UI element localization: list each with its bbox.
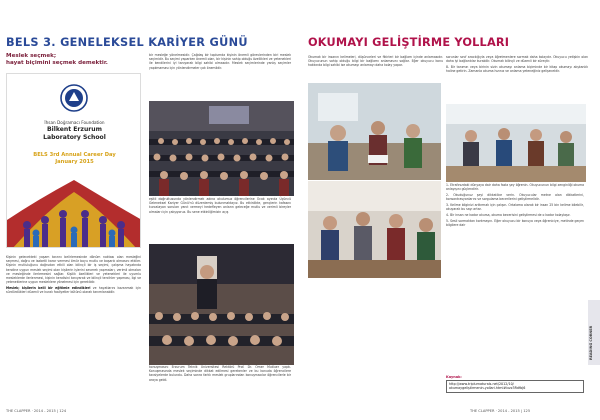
sources-label: Kaynak: [446,375,462,379]
left-colA-rest: ve hayatlarını kazanmak için sürdürdükleri düzenli ve kuralı faaliyetler bütünü olarak tanımlanabilir. [6,286,141,295]
right-column-1-text [308,55,443,69]
left-column-a-text [6,255,141,296]
poster-school-line-1: Bilkent Erzurum [47,126,102,133]
left-colB-paragraph: konuşmasını Erzurum Teknik Üniversitesi Rektörü Prof. Dr. Ömer Mutluer yaptı. Konuşmasında meslek seçiminde dikkat edilmesi gerekenler ve bu konuda öğrencilere tavsiyelerde bulundu. Daha sonra farklı meslek gruplarından konuşmacılar öğrencilerle bir araya geldi. [149,365,291,382]
right-item-8: 8- Bir tanımın veya birinin sizin okumayı anlama biçiminde bir kitap okumayı alışkanlık haline getirin. Zamanla okuma hızınız ve anlama yeteneğiniz gelişecektir. [446,65,588,74]
career-day-poster [6,73,141,248]
poster-event: BELS 3rd Annual Career Day [33,152,116,158]
poster-people-illustration [7,170,141,248]
poster-school-line-2: Laboratory School [43,134,106,141]
reading-classroom-photo-image [308,83,441,180]
reading-classroom-photo [308,83,441,180]
subtitle-line-2: hayat biçimini seçmek demektir. [6,60,108,66]
subtitle-line-1: Meslek seçmek; [6,53,57,59]
right-col1-paragraph: Okumak bir insanın kelimeleri, düşünceleri ve fikirleri bir bağlam içinde anlamasıdır. Okuyucunun sahip olduğu bilgi bir bağlamı anlamasını sağlar. Eğer okuyucu konu hakkında bilgi sahibi ise okumayı anlamayı daha kolay yapar. [308,55,443,68]
right-article-title: OKUMAYI GELİŞTİRME YOLLARI [308,36,510,49]
side-tab-label: READING CORNER [589,325,593,360]
students-reading-photo-image [308,181,441,278]
speaker-photo-image [149,244,294,365]
left-column-mid-text [149,53,291,71]
right-tip-3: 3- Kelime bilginizi arttırmak için çalışın. Ortalama olarak bir insan 25 bin kelime bilebilir, okuyarak bu sayı artar. [446,203,584,212]
poster-date: January 2015 [55,159,94,165]
left-column-b-text [149,365,291,383]
right-column-3-text [446,183,584,229]
source-link-2[interactable]: okumaygeliştirmenin-yollari.html#ixzz3RdfbJ6 [449,386,526,391]
library-photo [446,104,586,182]
left-mid-paragraph: bir mesleğe yönelmesidir. Çağdaş bir toplumda kişinin önemli görevlerinden biri meslek seçimidir. Bu seçimi yaparken önemli olan, bir kişinin sahip olduğu özellikleri ve yetenekleri ile kendilerini iyi tanıyarak bilgi sahibi olmasıdır. Meslek seçimlerinde yanlış seçimler yapılmaması için yönlendirmeler çok önemlidir. [149,53,291,70]
students-reading-photo [308,181,441,278]
source-link-1[interactable]: http://www.triplurnaturals.net/2012/10/ [449,382,514,387]
left-mid2-paragraph: eşitli doğrultusunda yönlendirmek adına okulumuz öğrencilerine Ocak ayında Üçüncü Geleneksel Kariyer Günü'nü düzenlemiş bulunmaktayız. Bu etkinlikte, gençlerin kafasını kurcalayan soruları yanıt vermeyi hedefleyen onların geleceğe mutlu ve verimli bireyler olmaları için çalışıyoruz. Bu sene etkinliğimizin açış [149,197,291,214]
left-page-footer: THE CLAPPER · 2014 - 2015 | 124 [6,409,67,413]
right-tip-5: 5- Sesli sormaktan korkmayın. Eğer okuyucu bir konuya veya öğreniciye, metinde geçen bilgilere dair [446,218,584,227]
reading-corner-tab [588,300,600,365]
left-colA-bold-lead: Meslek; kişilerin belli bir eğitimle edindikleri [6,286,91,291]
library-photo-image [446,104,586,182]
right-page-footer: THE CLAPPER · 2014 - 2015 | 125 [470,409,531,413]
speaker-photo [149,244,294,365]
poster-foundation: İhsan Doğramacı Foundation [44,120,105,125]
right-tip-4: 4- Bir insan ne kadar okursa, okuma becerisini geliştirmesi de o kadar kolaylaşır. [446,213,571,217]
right-tip-2: 2- Okuduğunuz şeyi dikkatlice verin. Okuyucular metne olan dikkatlerini, konsantrasyonlarını ve sorgulama becerilerini geliştirmelidir. [446,193,584,202]
school-logo-icon [59,83,89,113]
right-col2-paragraph: sorunlar sınıf aracılığıyla veya öğretmenlere sormak daha kolaydır. Okuyucu yetişkin olan daha iyi bağlantılar kurabilir. Okumak bilinçli ve düzenli bir süreçtir. [446,55,588,64]
right-tip-1: 1- Etrafınızdaki dünyaya dair daha fazla şey öğrenin. Okuyucunun bilgi zenginliği okuma anlayışını güçlendirir. [446,183,584,192]
left-colA-paragraph-2 [6,286,141,294]
left-article-subtitle [6,53,146,67]
left-colA-paragraph-1: Kişinin gelecekteki yaşam tarzını belirlemesinde dönüm noktası olan mesleğini seçmesi, doğru ve isabetli karar vermesi ömür boyu mutlu ve başarılı olmasını etkiler. Kişinin mutluluğunu doğrudan etkili olan bilinçli bir iş seçimi, çalışma hayatında kendine uygun meslek seçimi olan kişilerin işlerini severek yapmaları, verimli olmaları ve mesleğinde ilerlemesini sağlar. Kişilik özellikleri ve yetenekleri ile uyumlu mesleklerde ilerlenmesi, kişinin kendisini tanıyarak ve bilinçli tercihler yapması, ilgi ve yeteneklerine uygun mesleklere yönelmesi için gereklidir. [6,255,141,285]
auditorium-photo [149,101,294,196]
auditorium-photo-image [149,101,294,196]
right-column-2-text [446,55,588,75]
sources-box [446,375,584,393]
left-article-title: BELS 3. GENELEKSEL KARİYER GÜNÜ [6,36,248,49]
sources-links [446,380,584,393]
left-column-mid2-text [149,197,291,215]
